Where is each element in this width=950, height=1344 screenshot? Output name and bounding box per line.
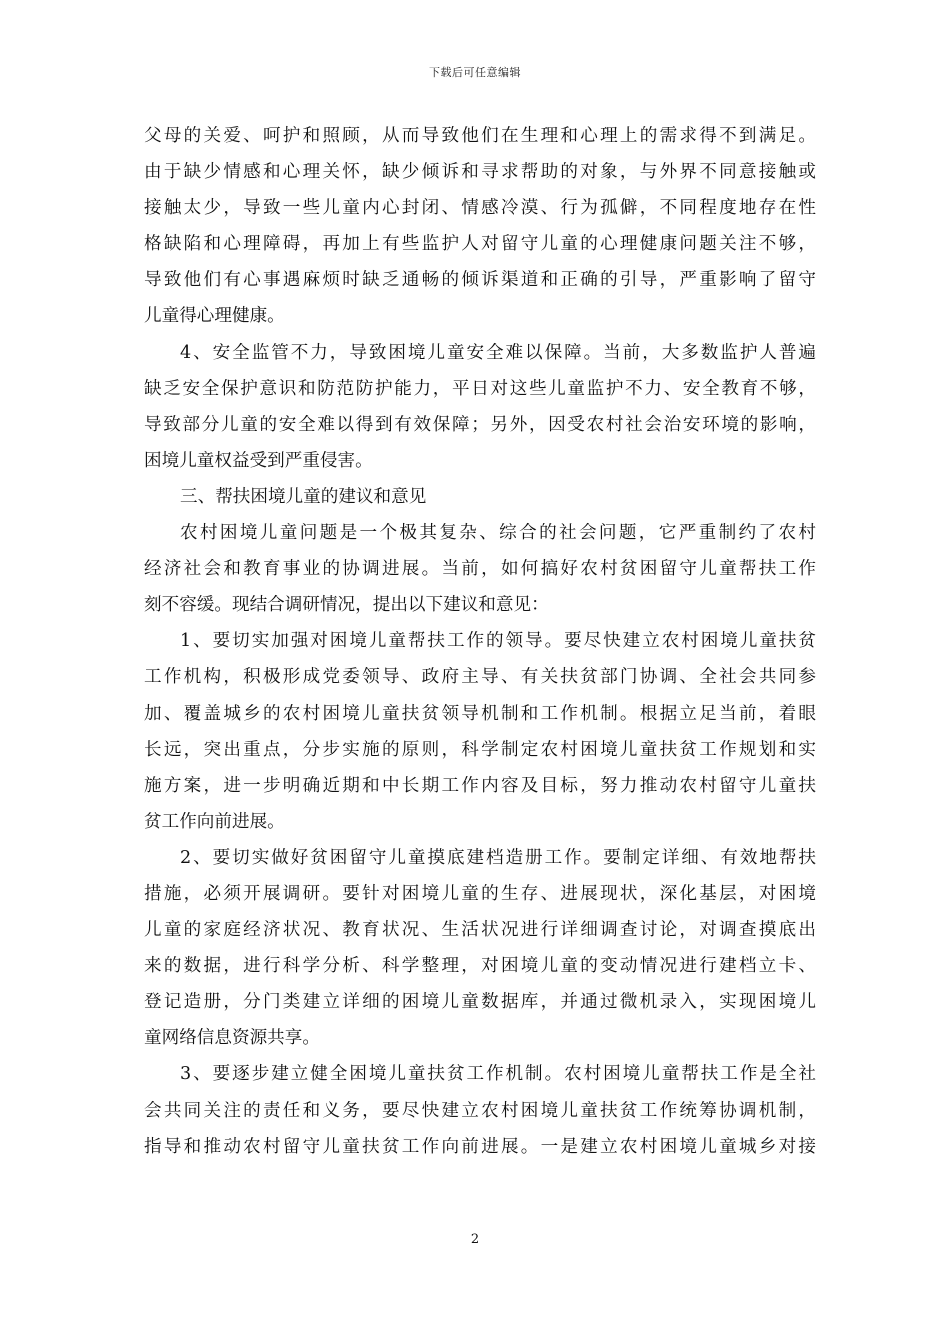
text-line: 经济社会和教育事业的协调进展。当前，如何搞好农村贫困留守儿童帮扶工作 [144, 559, 816, 580]
document-body [144, 118, 816, 1165]
text-line: 施方案，进一步明确近期和中长期工作内容及目标，努力推动农村留守儿童扶 [144, 775, 816, 796]
text-line: 4、安全监管不力，导致困境儿童安全难以保障。当前，大多数监护人普遍 [180, 342, 816, 363]
text-line: 1、要切实加强对困境儿童帮扶工作的领导。要尽快建立农村困境儿童扶贫 [180, 631, 816, 652]
page-number: 2 [470, 1232, 480, 1247]
text-line: 贫工作向前进展。 [144, 811, 285, 832]
text-line: 2、要切实做好贫困留守儿童摸底建档造册工作。要制定详细、有效地帮扶 [180, 847, 816, 868]
text-line: 指导和推动农村留守儿童扶贫工作向前进展。一是建立农村困境儿童城乡对接 [144, 1136, 816, 1157]
text-line: 3、要逐步建立健全困境儿童扶贫工作机制。农村困境儿童帮扶工作是全社 [180, 1064, 816, 1085]
text-line: 登记造册，分门类建立详细的困境儿童数据库，并通过微机录入，实现困境儿 [144, 992, 816, 1013]
page-header: 下载后可任意编辑 [429, 66, 521, 79]
text-line: 父母的关爱、呵护和照顾，从而导致他们在生理和心理上的需求得不到满足。 [144, 126, 816, 146]
text-line: 来的数据，进行科学分析、科学整理，对困境儿童的变动情况进行建档立卡、 [144, 956, 816, 977]
text-line: 刻不容缓。现结合调研情况，提出以下建议和意见： [144, 595, 549, 616]
text-line: 导致他们有心事遇麻烦时缺乏通畅的倾诉渠道和正确的引导，严重影响了留守 [144, 270, 816, 291]
text-line: 困境儿童权益受到严重侵害。 [144, 450, 373, 471]
text-line: 童网络信息资源共享。 [144, 1028, 320, 1049]
text-line: 格缺陷和心理障碍，再加上有些监护人对留守儿童的心理健康问题关注不够， [144, 234, 816, 255]
text-line: 会共同关注的责任和义务，要尽快建立农村困境儿童扶贫工作统筹协调机制， [144, 1100, 816, 1121]
text-line: 缺乏安全保护意识和防范防护能力，平日对这些儿童监护不力、安全教育不够， [144, 378, 816, 399]
text-line: 接触太少，导致一些儿童内心封闭、情感冷漠、行为孤僻，不同程度地存在性 [144, 198, 816, 219]
text-line: 儿童得心理健康。 [144, 306, 285, 327]
text-line: 工作机构，积极形成党委领导、政府主导、有关扶贫部门协调、全社会共同参 [144, 667, 816, 688]
text-line: 措施，必须开展调研。要针对困境儿童的生存、进展现状，深化基层，对困境 [144, 883, 816, 904]
text-line: 农村困境儿童问题是一个极其复杂、综合的社会问题，它严重制约了农村 [180, 523, 816, 544]
text-line: 儿童的家庭经济状况、教育状况、生活状况进行详细调查讨论，对调查摸底出 [144, 920, 816, 941]
text-line: 由于缺少情感和心理关怀，缺少倾诉和寻求帮助的对象，与外界不同意接触或 [144, 162, 816, 183]
section-heading: 三、帮扶困境儿童的建议和意见 [180, 486, 427, 507]
text-line: 加、覆盖城乡的农村困境儿童扶贫领导机制和工作机制。根据立足当前，着眼 [144, 703, 816, 724]
text-line: 长远，突出重点，分步实施的原则，科学制定农村困境儿童扶贫工作规划和实 [144, 739, 816, 760]
text-line: 导致部分儿童的安全难以得到有效保障；另外，因受农村社会治安环境的影响， [144, 414, 816, 435]
